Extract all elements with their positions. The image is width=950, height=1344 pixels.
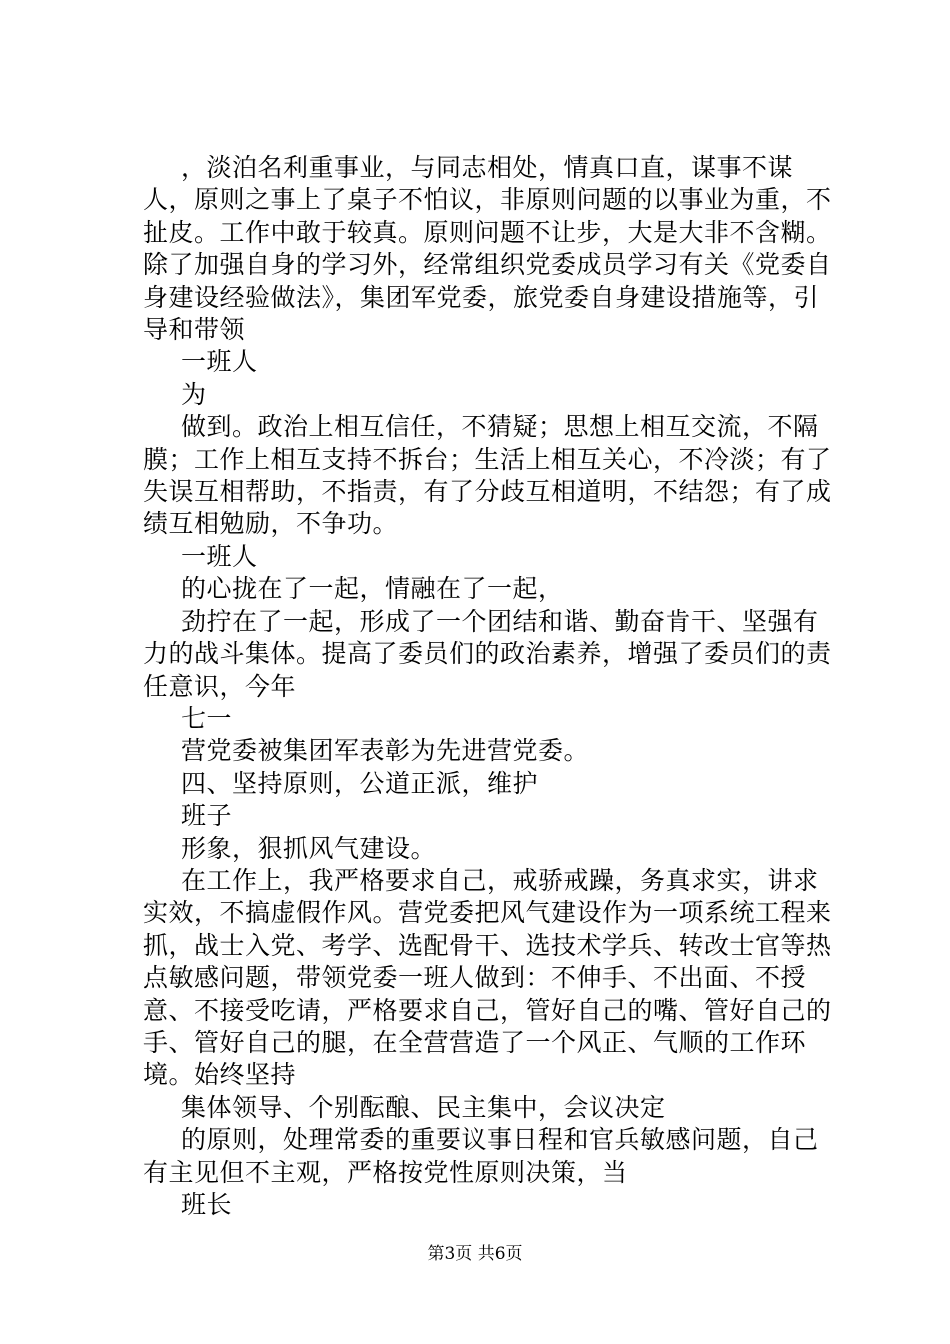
document-body — [143, 152, 843, 1221]
paragraph-6: 的心拢在了一起，情融在了一起， — [181, 574, 564, 604]
paragraph-5: 一班人 — [181, 541, 258, 571]
paragraph-10: 四、坚持原则，公道正派，维护 — [181, 768, 539, 798]
page-number-label: 第3页 共6页 — [427, 1244, 523, 1264]
paragraph-13: 在工作上，我严格要求自己，戒骄戒躁，务真求实，讲求实效，不搞虚假作风。营党委把风气建设作为一项系统工程来抓，战士入党、考学、选配骨干、选技术学兵、转改士官等热点敏感问题，带领党委一班人做到：不伸手、不出面、不授意、不接受吃请，严格要求自己，管好自己的嘴、管好自己的手、管好自己的腿，在全营营造了一个风正、气顺的工作环境。始终坚持 — [143, 865, 832, 1090]
paragraph-4: 做到。政治上相互信任，不猜疑；思想上相互交流，不隔膜；工作上相互支持不拆台；生活上相互关心，不冷淡；有了失误互相帮助，不指责，有了分歧互相道明，不结怨；有了成绩互相勉励，不争功。 — [143, 412, 832, 539]
paragraph-7: 劲拧在了一起，形成了一个团结和谐、勤奋肯干、坚强有力的战斗集体。提高了委员们的政治素养，增强了委员们的责任意识，今年 — [143, 606, 832, 701]
paragraph-1: ，淡泊名利重事业，与同志相处，情真口直，谋事不谋人，原则之事上了桌子不怕议，非原则问题的以事业为重，不扯皮。工作中敢于较真。原则问题不让步，大是大非不含糊。除了加强自身的学习外，经常组织党委成员学习有关《党委自身建设经验做法》，集团军党委，旅党委自身建设措施等，引导和带领 — [143, 153, 832, 345]
paragraph-16: 班长 — [181, 1190, 233, 1219]
paragraph-8: 七一 — [181, 703, 233, 733]
paragraph-11: 班子 — [181, 801, 233, 831]
paragraph-14: 集体领导、个别酝酿、民主集中，会议决定 — [181, 1092, 666, 1122]
paragraph-3: 为 — [181, 379, 207, 409]
paragraph-2: 一班人 — [181, 347, 258, 377]
paragraph-9: 营党委被集团军表彰为先进营党委。 — [181, 736, 590, 766]
paragraph-12: 形象，狠抓风气建设。 — [181, 833, 437, 863]
paragraph-15: 的原则，处理常委的重要议事日程和官兵敏感问题，自己有主见但不主观，严格按党性原则决策，当 — [143, 1125, 819, 1187]
page-footer — [0, 1244, 950, 1264]
